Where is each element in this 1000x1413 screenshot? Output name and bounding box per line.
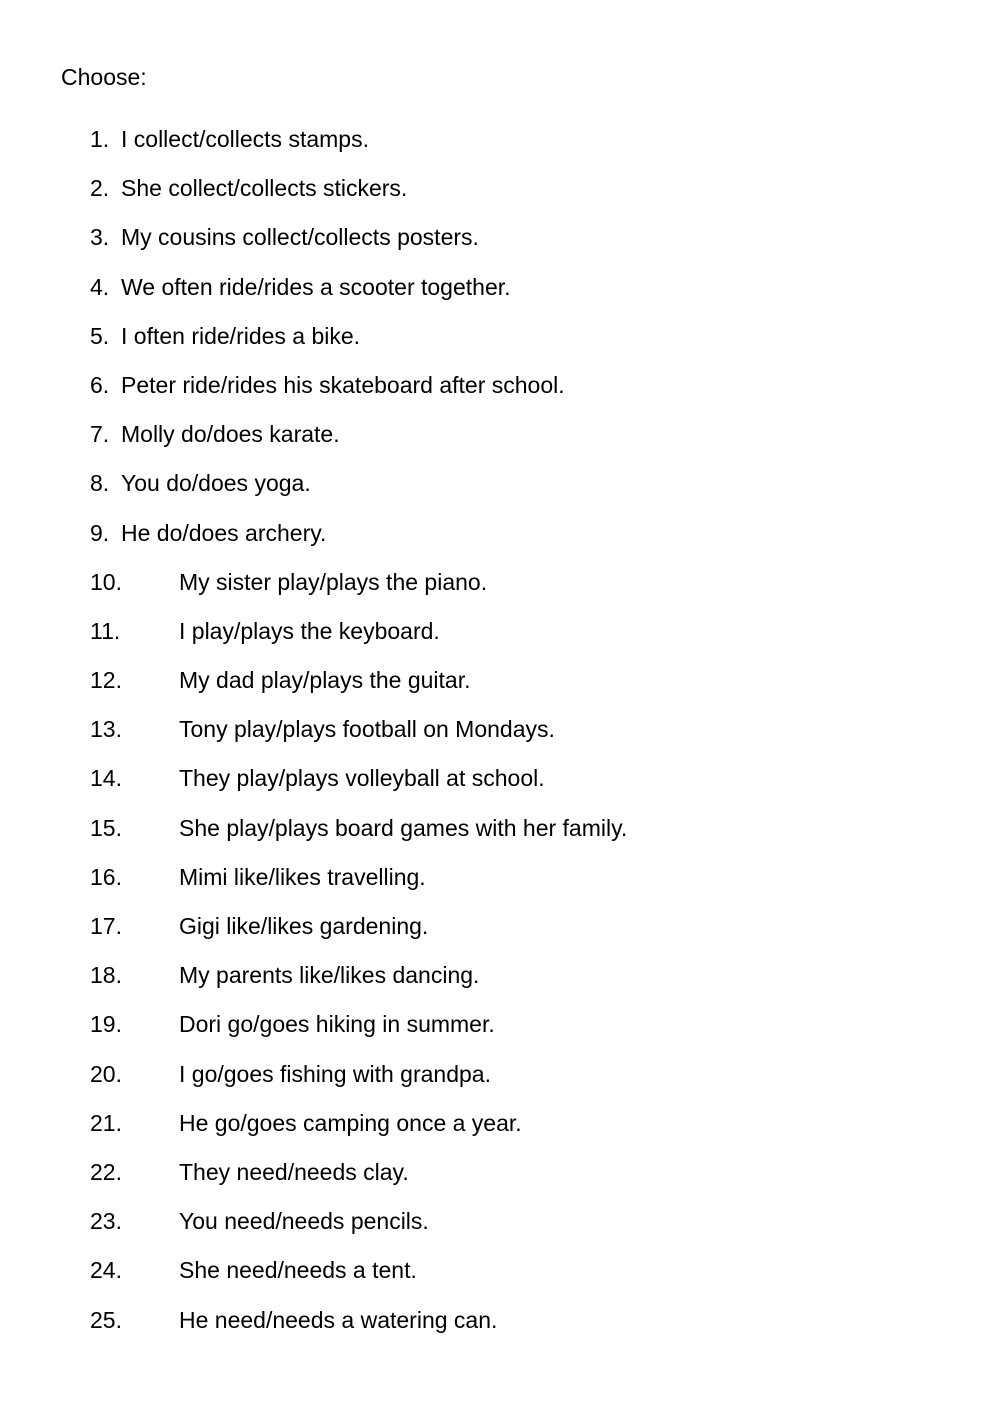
item-sentence: Dori go/goes hiking in summer. [179, 1011, 495, 1038]
item-number: 18. [90, 962, 122, 989]
exercise-item [0, 370, 1000, 419]
item-sentence: Tony play/plays football on Mondays. [179, 716, 555, 743]
item-number: 9. [90, 519, 110, 546]
item-number: 6. [90, 371, 110, 398]
item-sentence: They play/plays volleyball at school. [179, 765, 545, 792]
exercise-list [0, 124, 1000, 1354]
item-sentence: I go/goes fishing with grandpa. [179, 1060, 491, 1087]
exercise-item [0, 960, 1000, 1009]
item-sentence: I play/plays the keyboard. [179, 617, 440, 644]
exercise-item [0, 1255, 1000, 1304]
exercise-item [0, 616, 1000, 665]
item-number: 7. [90, 421, 110, 448]
item-number: 15. [90, 814, 122, 841]
exercise-item [0, 222, 1000, 271]
exercise-item [0, 665, 1000, 714]
item-sentence: You need/needs pencils. [179, 1208, 429, 1235]
item-sentence: My parents like/likes dancing. [179, 962, 480, 989]
item-sentence: I often ride/rides a bike. [121, 322, 361, 349]
item-number: 4. [90, 273, 110, 300]
exercise-item [0, 124, 1000, 173]
item-sentence: She collect/collects stickers. [121, 175, 408, 202]
item-number: 5. [90, 322, 110, 349]
item-number: 16. [90, 863, 122, 890]
item-sentence: She need/needs a tent. [179, 1257, 417, 1284]
item-sentence: Molly do/does karate. [121, 421, 340, 448]
item-sentence: You do/does yoga. [121, 470, 311, 497]
exercise-item [0, 321, 1000, 370]
item-number: 24. [90, 1257, 122, 1284]
item-sentence: Mimi like/likes travelling. [179, 863, 426, 890]
exercise-item [0, 419, 1000, 468]
item-number: 14. [90, 765, 122, 792]
exercise-item [0, 1108, 1000, 1157]
item-number: 13. [90, 716, 122, 743]
exercise-item [0, 714, 1000, 763]
item-sentence: We often ride/rides a scooter together. [121, 273, 511, 300]
item-sentence: He need/needs a watering can. [179, 1306, 498, 1333]
exercise-item [0, 518, 1000, 567]
item-sentence: He do/does archery. [121, 519, 327, 546]
item-sentence: He go/goes camping once a year. [179, 1109, 522, 1136]
item-number: 17. [90, 913, 122, 939]
item-number: 21. [90, 1109, 122, 1136]
item-number: 1. [90, 126, 110, 152]
item-number: 8. [90, 470, 110, 497]
item-sentence: They need/needs clay. [179, 1158, 409, 1185]
exercise-item [0, 272, 1000, 321]
item-sentence: I collect/collects stamps. [121, 126, 369, 152]
item-sentence: Gigi like/likes gardening. [179, 913, 429, 939]
item-number: 10. [90, 568, 122, 595]
item-number: 12. [90, 667, 122, 694]
exercise-item [0, 813, 1000, 862]
exercise-item [0, 1009, 1000, 1058]
item-number: 11. [90, 617, 121, 644]
exercise-item [0, 567, 1000, 616]
item-sentence: She play/plays board games with her family. [179, 814, 628, 841]
item-sentence: My dad play/plays the guitar. [179, 667, 471, 694]
exercise-item [0, 1305, 1000, 1354]
worksheet-heading: Choose: [61, 64, 147, 90]
exercise-item [0, 468, 1000, 517]
exercise-item [0, 1157, 1000, 1206]
exercise-item [0, 763, 1000, 812]
exercise-item [0, 173, 1000, 222]
item-number: 22. [90, 1158, 122, 1185]
item-sentence: My cousins collect/collects posters. [121, 224, 479, 251]
item-number: 3. [90, 224, 110, 251]
item-sentence: Peter ride/rides his skateboard after school. [121, 371, 565, 398]
item-number: 25. [90, 1306, 122, 1333]
item-number: 19. [90, 1011, 122, 1038]
item-sentence: My sister play/plays the piano. [179, 568, 488, 595]
item-number: 20. [90, 1060, 122, 1087]
exercise-item [0, 1059, 1000, 1108]
item-number: 2. [90, 175, 110, 202]
exercise-item [0, 862, 1000, 911]
exercise-item [0, 911, 1000, 960]
item-number: 23. [90, 1208, 122, 1235]
exercise-item [0, 1206, 1000, 1255]
